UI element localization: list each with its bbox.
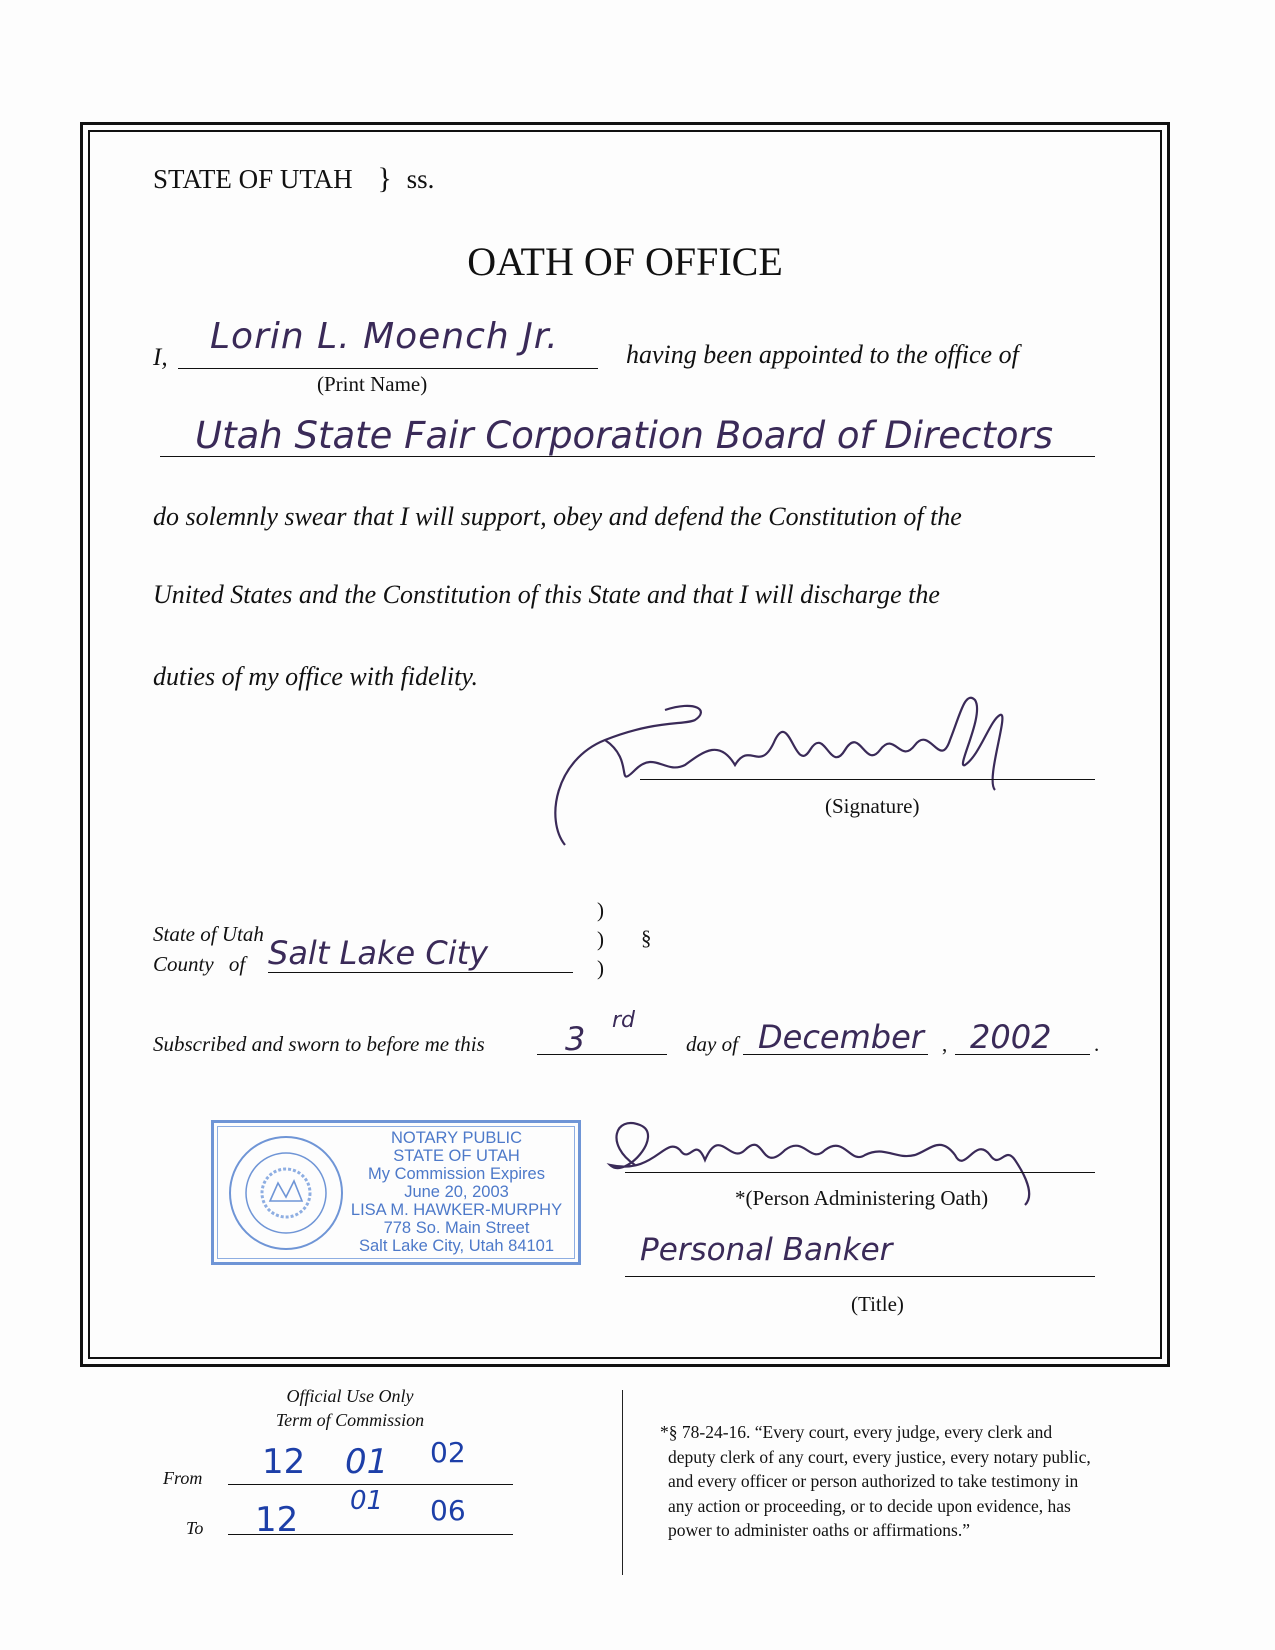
name-caption: (Print Name)	[317, 372, 428, 396]
title-caption: (Title)	[851, 1292, 904, 1316]
stamp-line-7: Salt Lake City, Utah 84101	[358, 1237, 555, 1255]
signature-caption: (Signature)	[825, 794, 920, 818]
footer-separator	[622, 1390, 623, 1575]
state-seal-icon	[226, 1131, 346, 1255]
signature-line	[640, 779, 1095, 780]
ss-label: ss.	[406, 164, 435, 194]
office-handwritten: Utah State Fair Corporation Board of Directors	[195, 414, 1054, 457]
date-comma: ,	[942, 1032, 948, 1056]
from-month: 12	[262, 1442, 306, 1482]
from-day: 01	[345, 1442, 389, 1482]
administrator-title-handwritten: Personal Banker	[640, 1232, 893, 1268]
year-handwritten: 2002	[970, 1018, 1052, 1056]
state-label: STATE OF UTAH	[153, 164, 353, 194]
name-handwritten: Lorin L. Moench Jr.	[210, 316, 559, 357]
footnote-line-5: power to administer oaths or affirmations.”	[668, 1520, 970, 1540]
oath-body-line-1: do solemnly swear that I will support, obey and defend the Constitution of the	[153, 502, 962, 531]
title-line	[625, 1276, 1095, 1277]
day-suffix-handwritten: rd	[612, 1008, 636, 1033]
official-use-heading: Official Use Only	[286, 1386, 414, 1406]
oath-taker-signature	[545, 680, 1085, 860]
statute-footnote	[660, 1420, 1091, 1543]
sworn-prefix: Subscribed and sworn to before me this	[153, 1032, 485, 1056]
notary-stamp-text	[334, 1129, 579, 1255]
to-day: 01	[350, 1486, 384, 1516]
footnote-line-2: deputy clerk of any court, every justice, every notary public,	[668, 1446, 1091, 1467]
brace: }	[377, 162, 392, 195]
venue-county-label: County	[153, 952, 214, 976]
venue-county-of: of	[228, 952, 246, 976]
day-line	[537, 1054, 667, 1055]
section-mark: §	[641, 926, 652, 950]
stamp-line-3: My Commission Expires	[368, 1165, 545, 1183]
term-of-commission-heading: Term of Commission	[275, 1410, 425, 1430]
footnote-line-4: any action or proceeding, or to decide upon evidence, has	[668, 1495, 1071, 1516]
from-year: 02	[430, 1436, 466, 1469]
page-title: OATH OF OFFICE	[467, 239, 783, 284]
i-prefix: I,	[153, 344, 168, 371]
stamp-line-4: June 20, 2003	[404, 1183, 509, 1201]
month-handwritten: December	[758, 1018, 924, 1056]
county-handwritten: Salt Lake City	[268, 934, 489, 972]
date-period: .	[1094, 1032, 1100, 1056]
day-handwritten: 3	[565, 1020, 586, 1058]
stamp-line-6: 778 So. Main Street	[383, 1219, 530, 1237]
oath-body-line-2: United States and the Constitution of this State and that I will discharge the	[153, 580, 940, 609]
venue-paren-3: )	[597, 956, 604, 980]
stamp-line-2: STATE OF UTAH	[393, 1147, 520, 1165]
venue-paren-2: )	[597, 927, 604, 951]
oath-body-line-3: duties of my office with fidelity.	[153, 662, 478, 691]
venue-paren-1: )	[597, 898, 604, 922]
day-of-label: day of	[686, 1032, 738, 1056]
venue-state-label: State of Utah	[153, 922, 264, 946]
administrator-caption: *(Person Administering Oath)	[735, 1186, 989, 1210]
venue-parens	[597, 896, 604, 983]
to-year: 06	[430, 1494, 466, 1527]
county-line	[268, 972, 573, 973]
name-line	[178, 368, 598, 369]
from-label: From	[163, 1468, 203, 1488]
venue-county-row	[153, 952, 245, 977]
to-month: 12	[255, 1500, 299, 1540]
footnote-line-3: and every officer or person authorized to take testimony in	[668, 1471, 1079, 1491]
state-line	[153, 162, 434, 196]
appointed-text: having been appointed to the office of	[626, 340, 1019, 369]
administrator-line	[625, 1172, 1095, 1173]
notary-stamp	[211, 1120, 581, 1265]
stamp-line-1: NOTARY PUBLIC	[390, 1129, 523, 1147]
to-label: To	[186, 1518, 204, 1538]
footnote-line-1: *§ 78-24-16. “Every court, every judge, every clerk and	[660, 1422, 1053, 1442]
stamp-line-5: LISA M. HAWKER-MURPHY	[350, 1201, 563, 1219]
from-line	[228, 1484, 513, 1485]
